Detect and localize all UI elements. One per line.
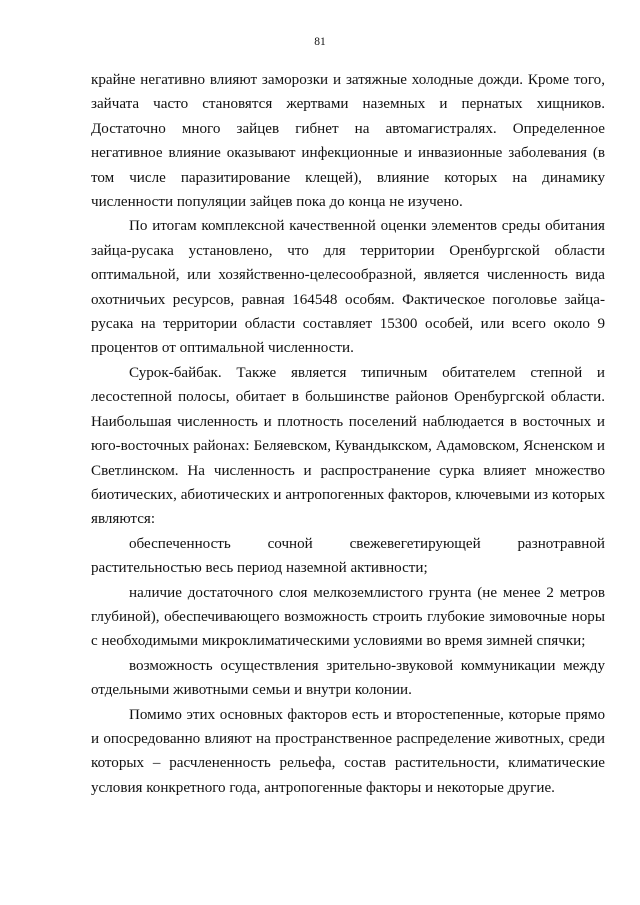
paragraph-factor-vegetation: обеспеченность сочной свежевегетирующей разнотравной растительностью весь период наземной активности; xyxy=(91,535,605,577)
paragraph-factor-communication: возможность осуществления зрительно-звуковой коммуникации между отдельными животными семьи и внутри колонии. xyxy=(91,657,605,699)
paragraph-threats-to-hares: крайне негативно влияют заморозки и затяжные холодные дожди. Кроме того, зайчата часто становятся жертвами наземных и пернатых хищников. Достаточно много зайцев гибнет на автомагистралях. Определенное негативное влияние оказывают инфекционные и инвазионные заболевания (в том числе паразитирование клещей), влияние которых на динамику численности популяции зайцев пока до конца не изучено. xyxy=(91,72,605,211)
paragraph-factor-soil: наличие достаточного слоя мелкоземлистого грунта (не менее 2 метров глубиной), обеспечивающего возможность строить глубокие зимовочные норы с необходимыми микроклиматическими условиями во время зимней спячки; xyxy=(91,584,605,650)
body-text xyxy=(91,68,605,800)
page-number: 81 xyxy=(314,36,326,48)
paragraph-marmot-description: Сурок-байбак. Также является типичным обитателем степной и лесостепной полосы, обитает в большинстве районов Оренбургской области. Наибольшая численность и плотность поселений наблюдается в восточных и юго-восточных районах: Беляевском, Кувандыкском, Адамовском, Ясненском и Светлинском. На численность и распространение сурка влияет множество биотических, абиотических и антропогенных факторов, ключевыми из которых являются: xyxy=(91,364,605,528)
paragraph-secondary-factors: Помимо этих основных факторов есть и второстепенные, которые прямо и опосредованно влияют на пространственное распределение животных, среди которых – расчлененность рельефа, состав растительности, климатические условия конкретного года, антропогенные факторы и некоторые другие. xyxy=(91,706,605,796)
paragraph-hare-population-assessment: По итогам комплексной качественной оценки элементов среды обитания зайца-русака установлено, что для территории Оренбургской области оптимальной, или хозяйственно-целесообразной, является численность вида охотничьих ресурсов, равная 164548 особям. Фактическое поголовье зайца-русака на территории области составляет 15300 особей, или всего около 9 процентов от оптимальной численности. xyxy=(91,218,605,357)
